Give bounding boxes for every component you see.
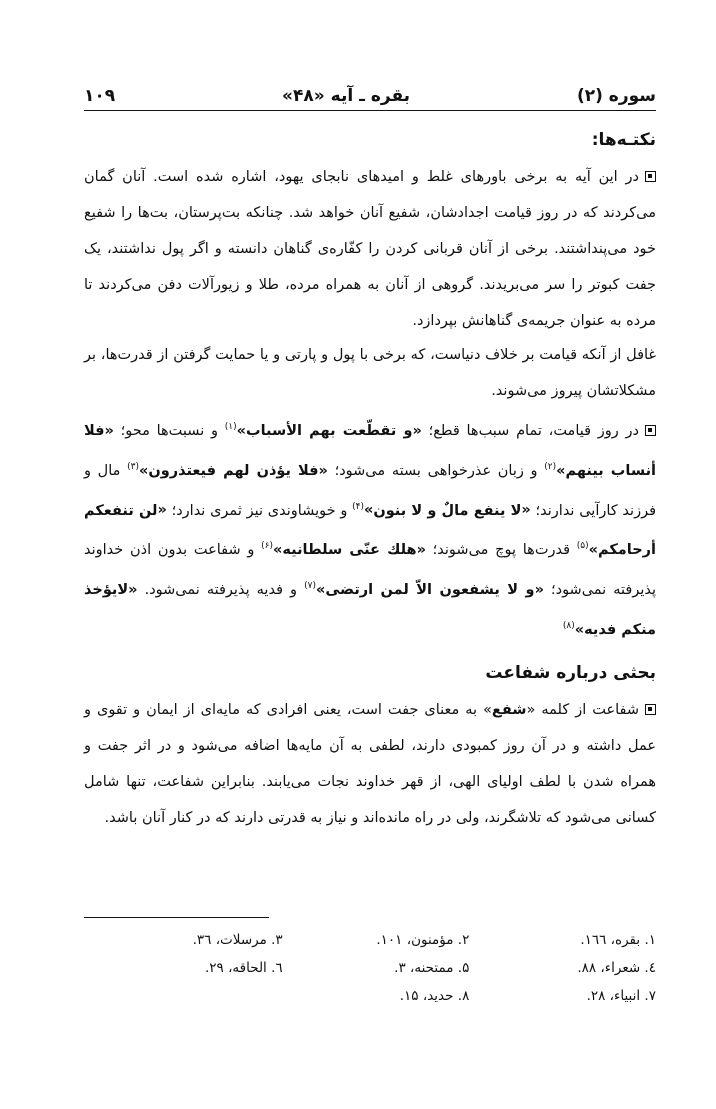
footnote-item: ۳. مرسلات، ٣٦.	[192, 932, 283, 948]
footnote-divider	[84, 917, 269, 918]
footnote-ref: (۴)	[352, 501, 364, 512]
quran-quote: « فلا یؤذن لهم فیعتذرون »	[139, 463, 328, 479]
note3-text: در روز قیامت، تمام سبب‌ها قطع؛	[428, 422, 640, 439]
note-paragraph-2: غافل از آنکه قیامت بر خلاف دنیاست، که برخی با پول و پارتی و یا حمایت گرفتن از قدرت‌ها، بر مشکلاتشان پیروز می‌شوند.	[84, 347, 656, 399]
note3-text: و خویشاوندی نیز ثمری ندارد؛	[171, 502, 348, 519]
footnote-ref: (۶)	[261, 541, 273, 552]
note3-text: و زبان عذرخواهی بسته می‌شود؛	[334, 462, 538, 479]
quran-quote: « لا ینفع مالٌ و لا بنون »	[364, 502, 531, 518]
intercession-text: » به معنای جفت است، یعنی افرادی که مایه‌ای از ایمان و تقوی و عمل داشته و در آن روز کمبودی دارند، لطفی به آن مایه‌ها اضافه می‌شود و در اثر جفت و همراه شدن با لطف اولیای الهی، از قهر خداوند نجات می‌یابند. بنابراین شفاعت، تنها شامل کسانی می‌شود که تلاشگرند، ولی در راه مانده‌اند و نیاز به قدرتی دارند که در کنار آنان باشد.	[84, 701, 656, 826]
page-number: ۱۰۹	[84, 86, 116, 106]
footnotes	[96, 930, 656, 1006]
note3-text: قدرت‌ها پوچ می‌شوند؛	[432, 542, 571, 559]
footnote-ref: (۳)	[127, 461, 139, 472]
footnote-ref: (۲)	[544, 461, 557, 472]
quran-quote: « لن تنفعکم أرحامکم »	[84, 502, 656, 558]
notes-heading: نکتـه‌ها:	[591, 130, 656, 150]
note3-text: و شفاعت بدون اذن خداوند پذیرفته نمی‌شود؛	[84, 542, 657, 599]
note3-text: و فدیه پذیرفته نمی‌شود.	[144, 582, 298, 599]
header-surah: سوره (۲)	[576, 86, 656, 106]
footnote-item: ۵. ممتحنه، ۳.	[394, 960, 470, 976]
quran-quote: « لایؤخذ منکم فدیه »	[84, 582, 656, 638]
quran-quote: « فلا أنساب بینهم »	[84, 423, 656, 479]
footnote-item: ٤. شعراء، ۸۸.	[577, 960, 656, 976]
footnote-item: ٦. الحاقه، ۲۹.	[204, 960, 283, 976]
note-paragraph-1	[84, 159, 656, 339]
note-text-1: در این آیه به برخی باورهای غلط و امیدهای نابجای یهود، اشاره شده است. آنان گمان می‌کردند که در روز قیامت اجدادشان، شفیع آنان خواهد شد. چنانکه بت‌پرستان، بت‌ها را شفیع خود می‌پنداشتند. برخی از آنان قربانی کردن را کفّاره‌ی گناهان دانسته و اگر پول نداشتند، یک جفت کبوتر را سر می‌بریدند. گروهی از آنان به همراه مرده، طلا و زیورآلات دفن می‌کردند تا مرده به عنوان جریمه‌ی گناهانش بپردازد.	[84, 169, 656, 329]
bullet-icon	[645, 425, 656, 436]
quran-quote: « هلك عنّی سلطانیه »	[273, 542, 426, 558]
bullet-icon	[645, 171, 656, 182]
note3-text: و نسبت‌ها محو؛	[120, 422, 219, 439]
footnote-item: ۲. مؤمنون، ۱۰۱.	[376, 932, 470, 948]
bullet-icon	[645, 704, 656, 715]
footnote-ref: (۷)	[304, 581, 316, 592]
note-paragraph-3	[84, 409, 656, 648]
footnote-ref: (۸)	[562, 621, 575, 632]
intercession-heading: بحثی درباره شفاعت	[485, 662, 656, 683]
intercession-text: شفاعت از کلمه «	[526, 701, 639, 718]
quran-quote: « و تقطّعت بهم الأسباب »	[237, 423, 422, 439]
footnote-item: ۸. حدید، ۱۵.	[399, 988, 470, 1004]
note3-text: مال و فرزند کارآیی ندارند؛	[84, 462, 657, 519]
header-ayah: بقره ـ آیه «۴۸»	[282, 86, 411, 106]
footnote-ref: (۱)	[224, 422, 237, 432]
footnote-item: ۱. بقره، ١٦٦.	[580, 932, 656, 948]
intercession-keyword: شفع	[491, 701, 527, 718]
intercession-paragraph	[84, 692, 656, 836]
quran-quote: « و لا یشفعون الاّ لمن ارتضی »	[316, 582, 544, 598]
running-header	[84, 76, 656, 111]
page-body	[84, 76, 656, 836]
footnote-item: ۷. انبیاء، ۲۸.	[586, 988, 656, 1004]
footnote-ref: (۵)	[576, 541, 589, 552]
